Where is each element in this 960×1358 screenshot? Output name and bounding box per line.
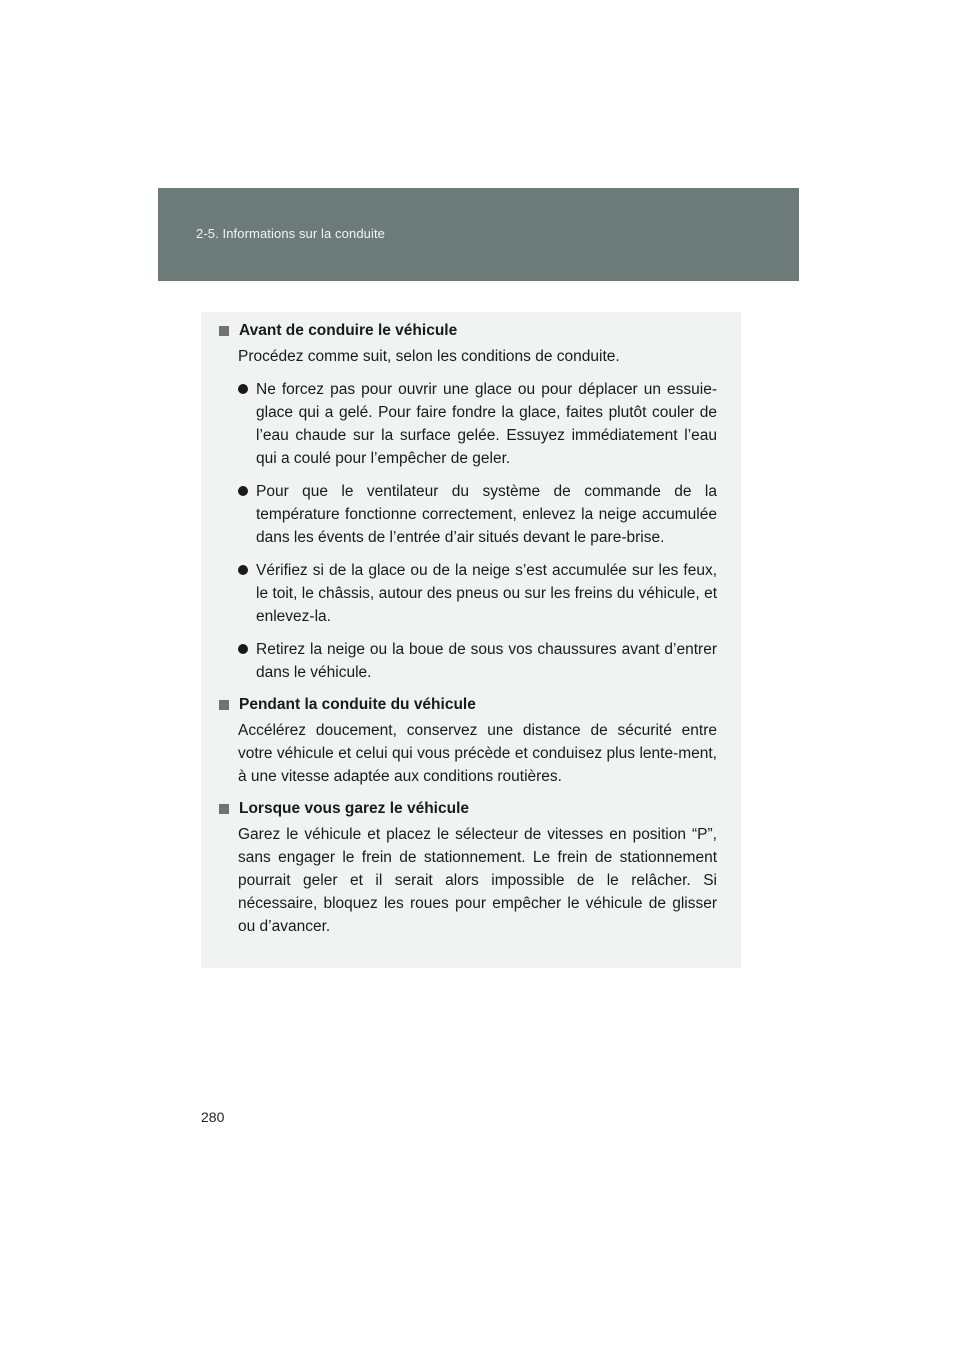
section-while-driving — [219, 694, 717, 788]
section-title: 2-5. Informations sur la conduite — [196, 226, 386, 241]
list-item — [238, 480, 717, 549]
section-heading — [219, 798, 717, 820]
body-text: Garez le véhicule et placez le sélecteur de vitesses en position “P”, sans engager le frein de stationnement. Le frein de stationnement pourrait geler et il serait alors impossible de le relâcher. Si nécessaire, bloquez les roues pour empêcher le véhicule de glisser ou d’avancer. — [238, 826, 717, 935]
list-item-text: Pour que le ventilateur du système de commande de la température fonctionne correctement, enlevez la neige accumulée dans les évents de l’entrée d’air situés devant le pare-brise. — [256, 483, 717, 546]
square-bullet-icon — [219, 700, 229, 710]
intro-text: Procédez comme suit, selon les conditions de conduite. — [238, 348, 620, 365]
section-parking — [219, 798, 717, 938]
section-before-driving — [219, 320, 717, 684]
body-text: Accélérez doucement, conservez une distance de sécurité entre votre véhicule et celui qui vous précède et conduisez plus lente-ment, à une vitesse adaptée aux conditions routières. — [238, 722, 717, 785]
section-heading — [219, 694, 717, 716]
heading-text: Pendant la conduite du véhicule — [239, 696, 476, 713]
list-item-text: Vérifiez si de la glace ou de la neige s’est accumulée sur les feux, le toit, le châssis, autour des pneus ou sur les freins du véhicule, et enlevez-la. — [256, 562, 717, 625]
list-item-text: Ne forcez pas pour ouvrir une glace ou pour déplacer un essuie-glace qui a gelé. Pour faire fondre la glace, faites plutôt couler de l’eau chaude sur la surface gelée. Essuyez immédiatement l’eau qui a coulé pour l’empêcher de geler. — [256, 381, 717, 467]
page-number: 280 — [201, 1109, 225, 1125]
dot-bullet-icon — [238, 644, 248, 654]
heading-text: Avant de conduire le véhicule — [239, 322, 458, 339]
dot-bullet-icon — [238, 384, 248, 394]
list-item-text: Retirez la neige ou la boue de sous vos chaussures avant d’entrer dans le véhicule. — [256, 641, 717, 681]
dot-bullet-icon — [238, 565, 248, 575]
dot-bullet-icon — [238, 486, 248, 496]
info-box — [201, 312, 741, 968]
list-item — [238, 378, 717, 470]
square-bullet-icon — [219, 804, 229, 814]
square-bullet-icon — [219, 326, 229, 336]
heading-text: Lorsque vous garez le véhicule — [239, 800, 469, 817]
section-header-bar — [158, 188, 799, 281]
list-item — [238, 638, 717, 684]
list-item — [238, 559, 717, 628]
section-heading — [219, 320, 717, 342]
